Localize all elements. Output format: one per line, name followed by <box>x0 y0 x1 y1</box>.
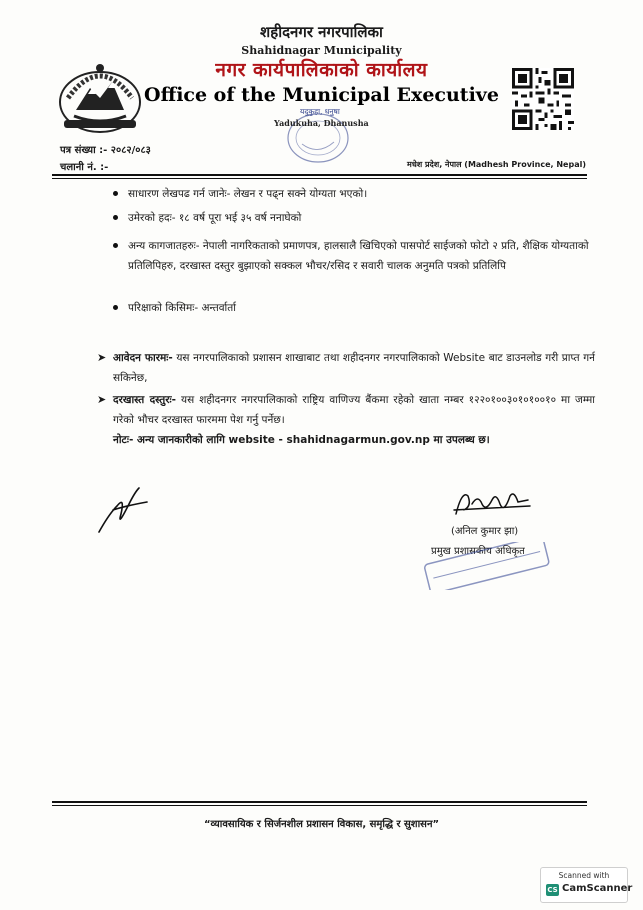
reference-number: पत्र संख्या :- २०८२/०८३ <box>60 145 151 156</box>
left-signature-icon <box>95 484 150 536</box>
office-title-nepali: नगर कार्यपालिकाको कार्यालय <box>215 59 428 81</box>
official-seal-icon <box>414 542 559 590</box>
list-item: साधारण लेखपढ गर्न जानेः- लेखन र पढ्न सक्ने योग्यता भएको। <box>128 184 590 204</box>
application-fee-item <box>97 390 595 430</box>
application-fee-label: दरखास्त दस्तुरः- <box>113 394 176 406</box>
arrow-bullet-icon: ➤ <box>97 351 107 364</box>
right-signature-icon <box>452 486 532 520</box>
application-form-item <box>97 348 595 388</box>
arrow-bullet-icon: ➤ <box>97 393 107 406</box>
address-english: Yadukuha, Dhanusha <box>274 118 369 128</box>
application-form-text: यस नगरपालिकाको प्रशासन शाखाबाट तथा शहीदनगर नगरपालिकाको Website बाट डाउनलोड गरी प्राप्त गर्न सकिनेछ, <box>113 352 595 384</box>
header-divider-thin <box>52 178 587 179</box>
list-item: परिक्षाको किसिमः- अन्तर्वार्ता <box>128 298 590 318</box>
dispatch-number: चलानी नं. :- <box>60 162 109 173</box>
address-nepali: यदुकुहा, धनुषा <box>300 107 340 116</box>
footer-divider-thin <box>52 805 587 806</box>
camscanner-badge <box>540 867 633 903</box>
header-divider <box>52 174 587 176</box>
application-fee-text: यस शहीदनगर नगरपालिकाको राष्ट्रिय वाणिज्य बैंकमा रहेको खाता नम्बर १२२०१००३०१०१००१० मा जम्मा गरेको भौचर दरखास्त फारममा पेश गर्नु पर्नेछ। <box>113 394 595 426</box>
list-item: अन्य कागजातहरुः- नेपाली नागरिकताको प्रमाणपत्र, हालसालै खिचिएको पासपोर्ट साईजको फोटो २ प्रति, शैक्षिक योग्यताको प्रतिलिपिहरु, दरखास्त दस्तुर बुझाएको सक्कल भौचर/रसिद र सवारी चालक अनुमति पत्रको प्रतिलिपि <box>128 236 590 276</box>
footer-divider <box>52 801 587 803</box>
camscanner-name: CamScanner <box>562 883 633 894</box>
municipality-name-nepali: शहीदनगर नगरपालिका <box>260 23 383 41</box>
website-note: नोटः- अन्य जानकारीको लागि website - shahidnagarmun.gov.np मा उपलब्ध छ। <box>113 434 490 446</box>
camscanner-logo-icon: CS <box>547 886 558 894</box>
province-label: मधेश प्रदेश, नेपाल (Madhesh Province, Nepal) <box>407 160 586 169</box>
signatory-title: प्रमुख प्रशासकीय अधिकृत <box>431 546 525 557</box>
application-form-label: आवेदन फारमः- <box>113 352 173 364</box>
scanned-with-label: Scanned with <box>558 871 610 880</box>
office-title-english: Office of the Municipal Executive <box>144 84 499 106</box>
footer-motto: “व्यावसायिक र सिर्जनशील प्रशासन विकास, समृद्धि र सुशासन” <box>203 819 440 830</box>
list-item: उमेरको हदः- १८ वर्ष पूरा भई ३५ वर्ष ननाघेको <box>128 208 590 228</box>
signatory-name: (अनिल कुमार झा) <box>451 526 519 537</box>
municipality-name-english: Shahidnagar Municipality <box>241 44 402 57</box>
